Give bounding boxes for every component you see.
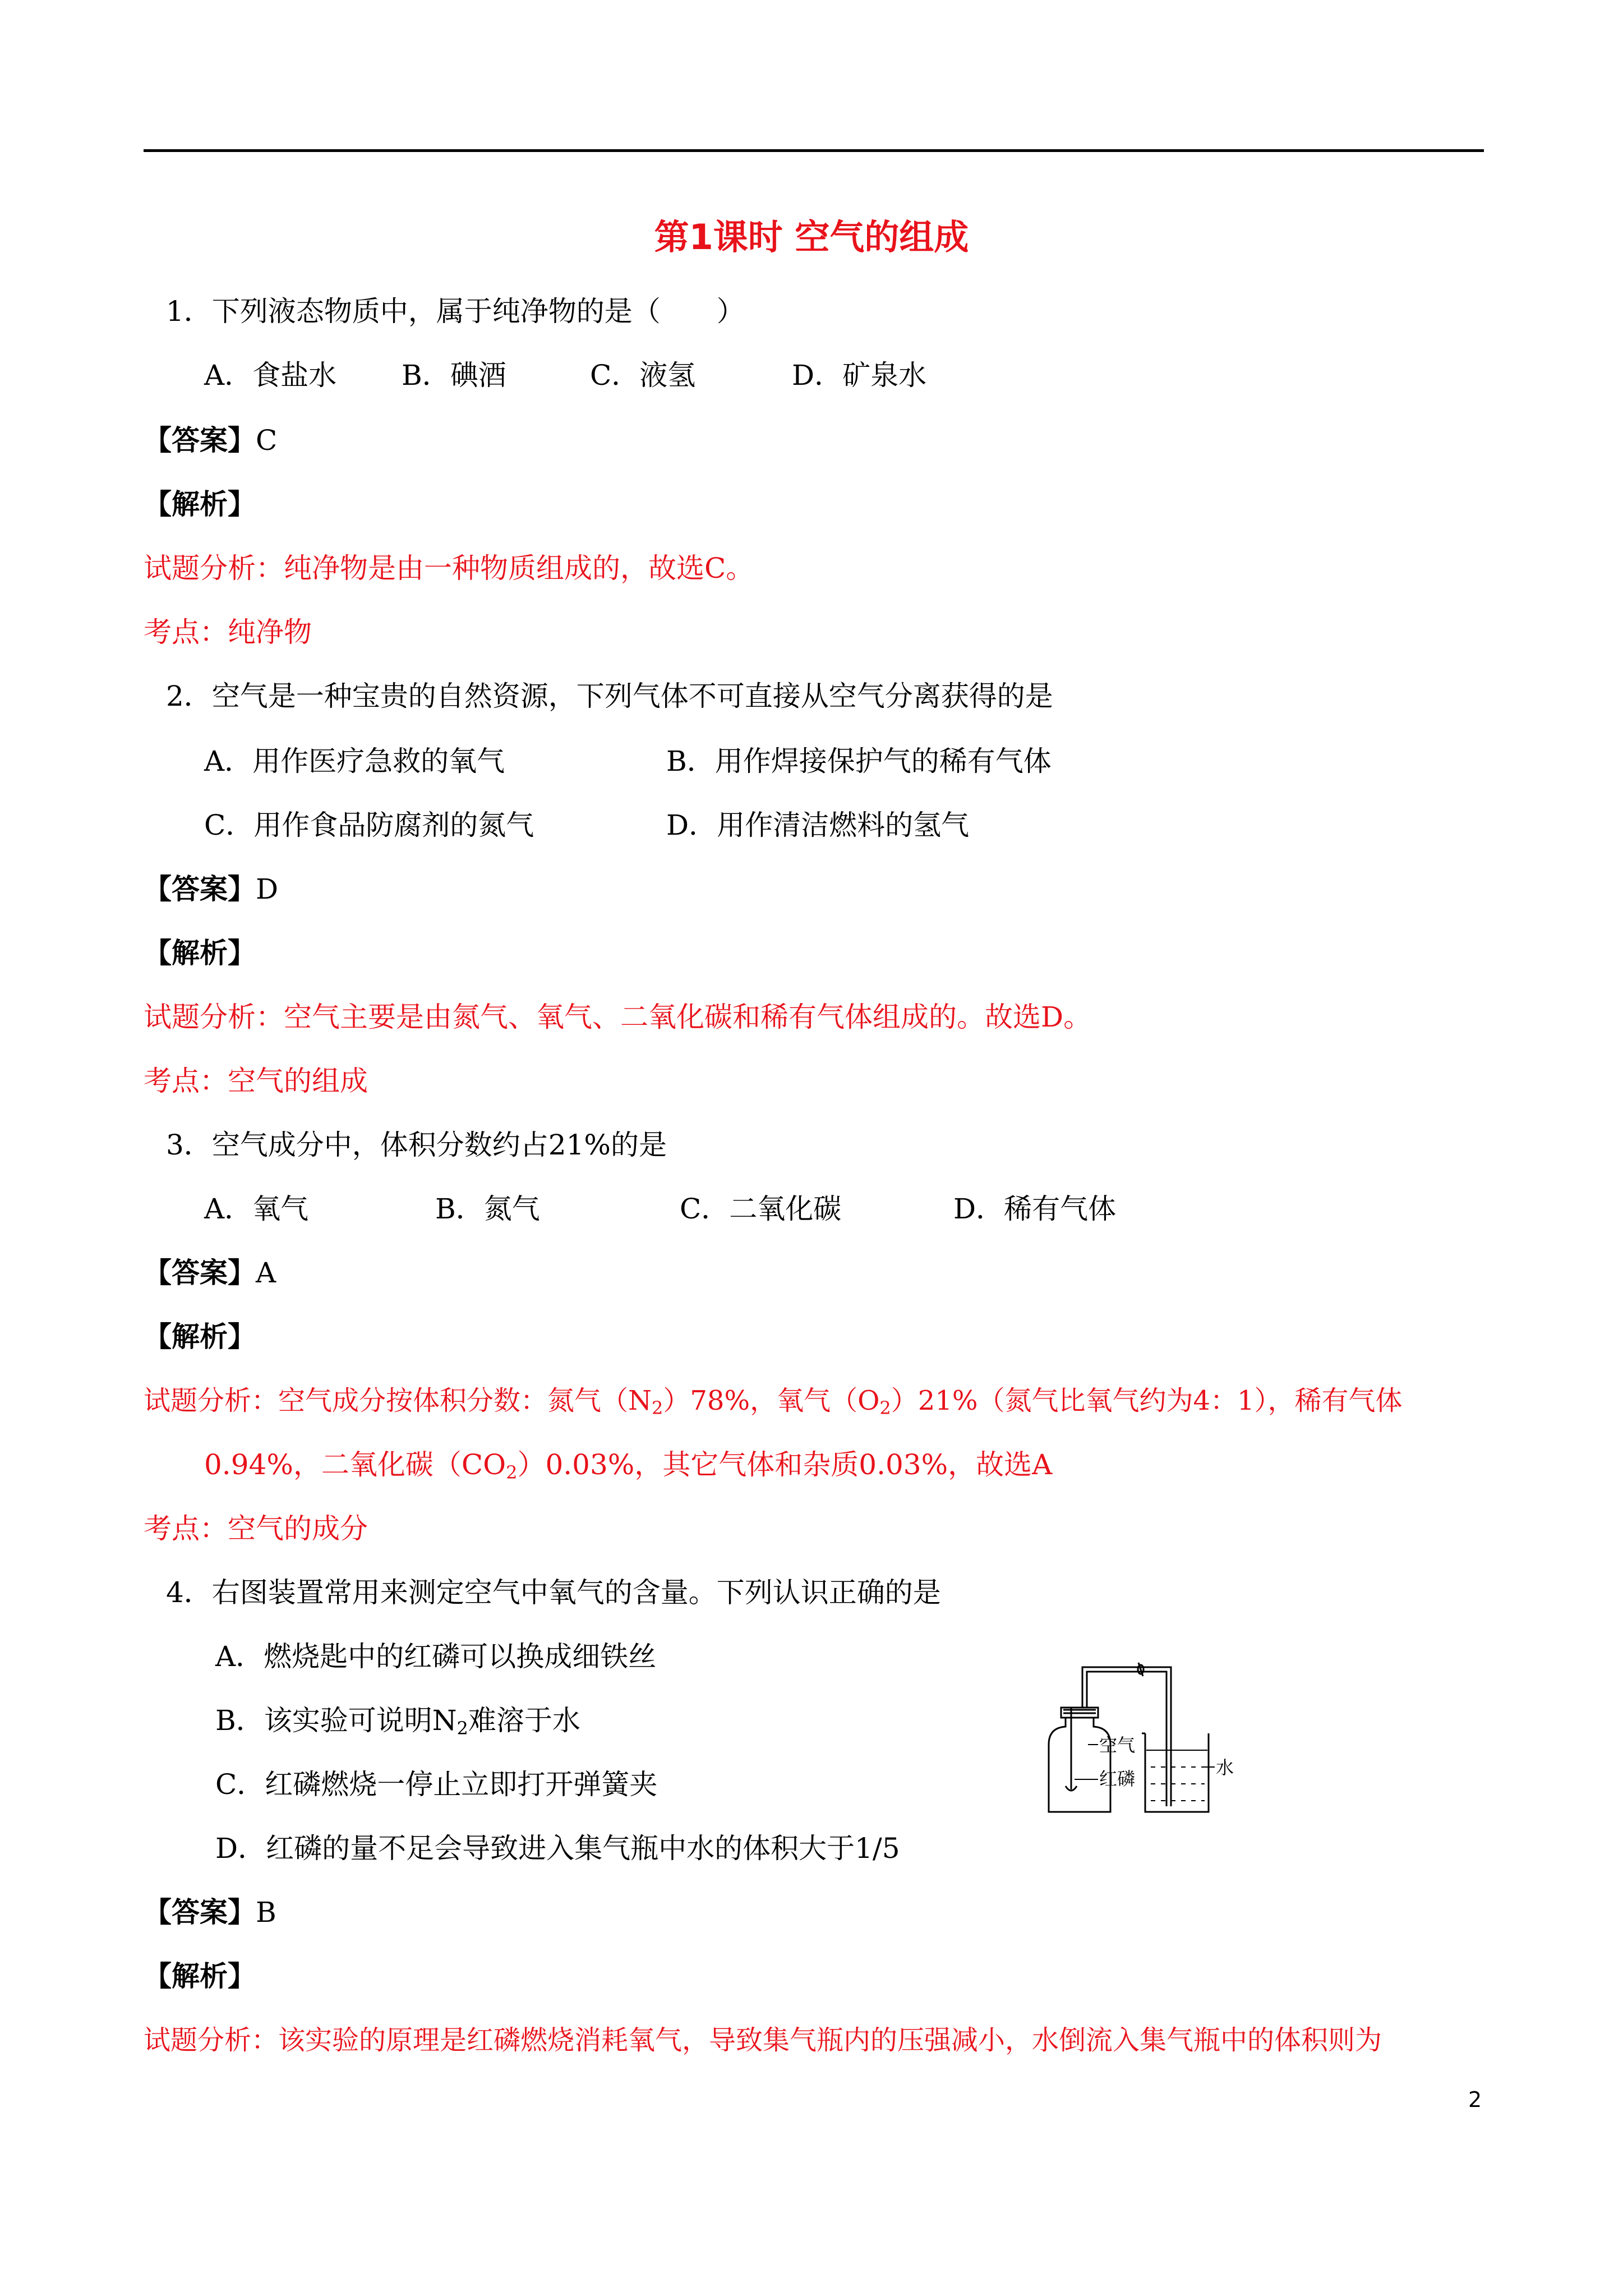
q3-analysis-text: 0.94%，二氧化碳（CO xyxy=(204,1448,506,1481)
q1-option-d: D．矿泉水 xyxy=(792,359,927,392)
subscript: 2 xyxy=(506,1462,518,1483)
q1-point: 考点：纯净物 xyxy=(144,616,312,648)
q3-option-d: D．稀有气体 xyxy=(953,1193,1117,1225)
answer-label: 【答案】 xyxy=(144,424,256,457)
q4-option-a: A．燃烧匙中的红磷可以换成细铁丝 xyxy=(215,1640,657,1673)
q1-answer-line xyxy=(144,421,277,460)
q1-answer: C xyxy=(256,424,278,457)
q3-analysis-text: ）0.03%，其它气体和杂质0.03%，故选A xyxy=(517,1448,1053,1481)
q4-option-b-text: 难溶于水 xyxy=(468,1704,580,1737)
q2-option-c: C．用作食品防腐剂的氮气 xyxy=(204,809,534,841)
q4-stem: 4．右图装置常用来测定空气中氧气的含量。下列认识正确的是 xyxy=(166,1576,941,1609)
bottle-shape xyxy=(1049,1717,1110,1812)
q1-option-c: C．液氢 xyxy=(590,359,696,392)
subscript: 2 xyxy=(457,1718,468,1739)
q3-option-b: B．氮气 xyxy=(435,1193,540,1225)
q1-analysis-label: 【解析】 xyxy=(144,487,256,521)
q3-analysis-text: ）21%（氮气比氧气约为4：1），稀有气体 xyxy=(891,1385,1403,1416)
q4-analysis-label: 【解析】 xyxy=(144,1959,256,1993)
page-title: 第1课时 空气的组成 xyxy=(654,217,969,257)
q1-option-a: A．食盐水 xyxy=(204,359,337,392)
header-rule xyxy=(144,149,1484,152)
q4-option-b-text: B．该实验可说明N xyxy=(215,1704,457,1737)
q2-option-b: B．用作焊接保护气的稀有气体 xyxy=(666,745,1052,777)
answer-label: 【答案】 xyxy=(144,1895,256,1929)
q1-option-b: B．碘酒 xyxy=(402,359,506,392)
q3-analysis-label: 【解析】 xyxy=(144,1320,256,1353)
q3-point: 考点：空气的成分 xyxy=(144,1512,368,1545)
q3-stem: 3．空气成分中，体积分数约占21%的是 xyxy=(166,1129,667,1161)
q3-analysis-text: 试题分析：空气成分按体积分数：氮气（N xyxy=(144,1385,652,1416)
label-phosphorus: 红磷 xyxy=(1099,1768,1136,1789)
q3-option-c: C．二氧化碳 xyxy=(680,1193,842,1225)
answer-label: 【答案】 xyxy=(144,872,256,905)
q3-analysis-line-1 xyxy=(144,1381,1403,1420)
q2-option-d: D．用作清洁燃料的氢气 xyxy=(666,809,970,841)
q2-stem: 2．空气是一种宝贵的自然资源，下列气体不可直接从空气分离获得的是 xyxy=(166,680,1053,712)
q2-analysis-label: 【解析】 xyxy=(144,936,256,969)
q3-answer: A xyxy=(256,1257,276,1289)
q4-option-b xyxy=(215,1701,580,1740)
label-water: 水 xyxy=(1216,1757,1234,1778)
q2-answer: D xyxy=(256,873,279,905)
q4-answer-line xyxy=(144,1893,276,1932)
q1-stem: 1．下列液态物质中，属于纯净物的是（ ） xyxy=(166,295,745,328)
q4-option-d: D．红磷的量不足会导致进入集气瓶中水的体积大于1/5 xyxy=(215,1832,900,1865)
subscript: 2 xyxy=(879,1397,891,1419)
answer-label: 【答案】 xyxy=(144,1256,256,1289)
q3-answer-line xyxy=(144,1253,276,1292)
q3-option-a: A．氧气 xyxy=(204,1193,309,1225)
q4-option-c: C．红磷燃烧一停止立即打开弹簧夹 xyxy=(215,1768,658,1801)
q2-option-a: A．用作医疗急救的氧气 xyxy=(204,745,505,777)
q4-analysis: 试题分析：该实验的原理是红磷燃烧消耗氧气，导致集气瓶内的压强减小，水倒流入集气瓶中的体积则为 xyxy=(144,2024,1382,2056)
apparatus-figure xyxy=(1026,1660,1239,1823)
label-air: 空气 xyxy=(1099,1734,1136,1756)
q4-answer: B xyxy=(256,1896,276,1929)
q2-analysis: 试题分析：空气主要是由氮气、氧气、二氧化碳和稀有气体组成的。故选D。 xyxy=(144,1001,1092,1033)
subscript: 2 xyxy=(652,1397,663,1419)
q2-answer-line xyxy=(144,869,278,909)
q1-analysis: 试题分析：纯净物是由一种物质组成的，故选C。 xyxy=(144,552,754,585)
page-number: 2 xyxy=(1468,2087,1482,2112)
q3-analysis-text: ）78%，氧气（O xyxy=(663,1385,880,1416)
q2-point: 考点：空气的组成 xyxy=(144,1065,368,1097)
q3-analysis-line-2 xyxy=(204,1445,1052,1484)
